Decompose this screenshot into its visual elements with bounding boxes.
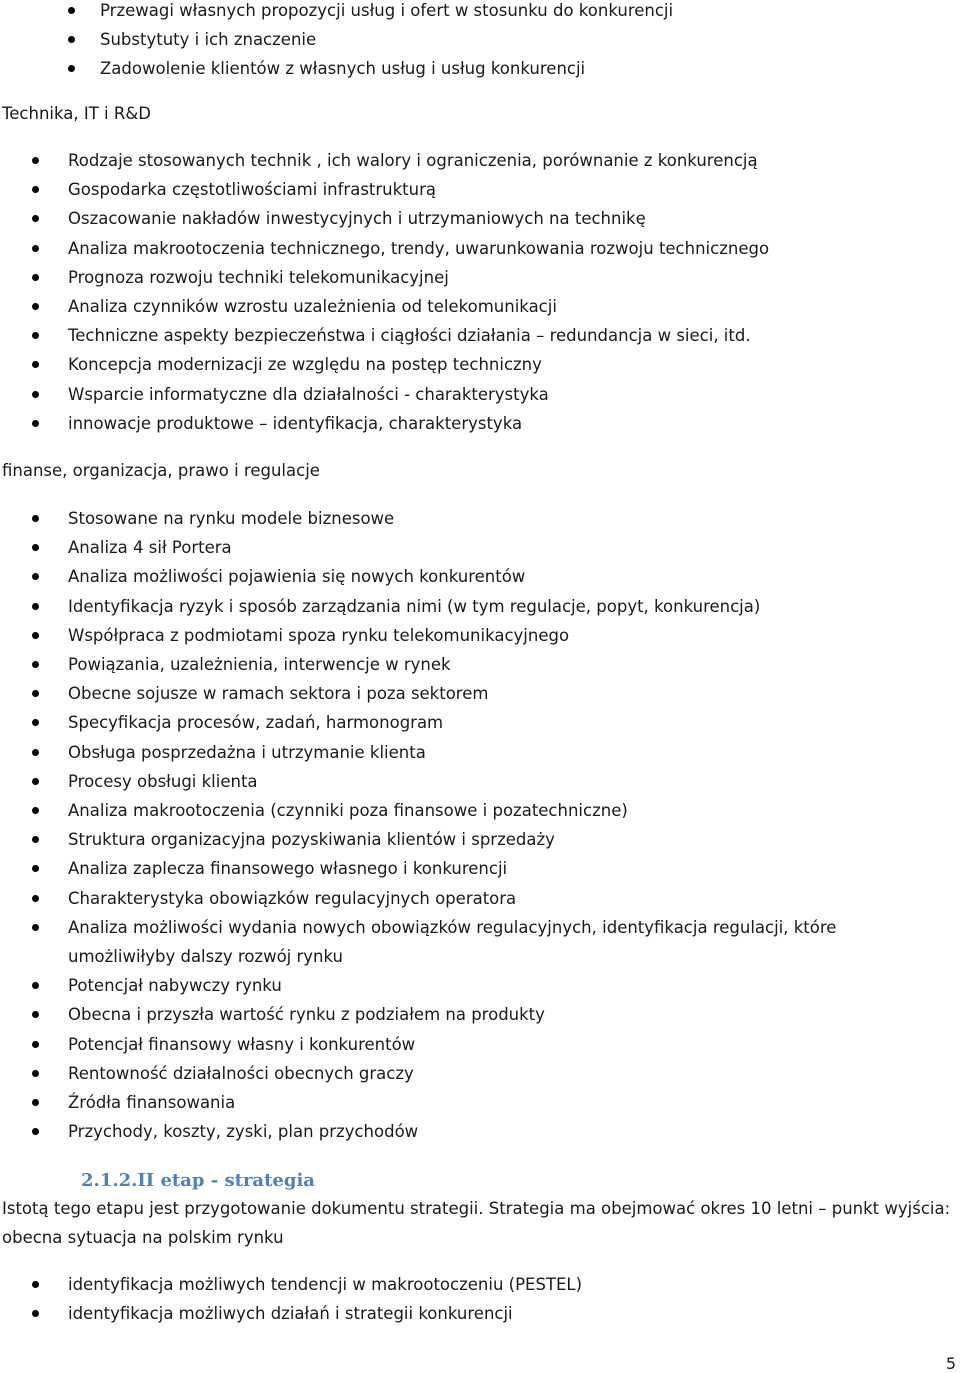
bullet-icon [32, 661, 39, 668]
bullet-icon [32, 778, 39, 785]
bullet-icon [32, 749, 39, 756]
bullet-icon [32, 1099, 39, 1106]
list-item-text: Zadowolenie klientów z własnych usług i usług konkurencji [100, 59, 586, 79]
bullet-icon [32, 807, 39, 814]
list-item [0, 0, 673, 25]
list-item [0, 854, 948, 883]
list-item [0, 350, 769, 379]
list-item [0, 204, 769, 233]
list-item [0, 54, 673, 83]
bullet-icon [32, 1041, 39, 1048]
bullet-icon [32, 573, 39, 580]
list-item [0, 321, 769, 350]
tech-bullet-list [0, 146, 769, 438]
page-number: 5 [945, 1354, 956, 1373]
list-item-text: Koncepcja modernizacji ze względu na postęp techniczny [68, 355, 542, 375]
list-item-text: Współpraca z podmiotami spoza rynku telekomunikacyjnego [68, 625, 570, 645]
list-item-text: Specyfikacja procesów, zadań, harmonogram [68, 713, 444, 733]
list-item-text: Analiza zaplecza finansowego własnego i konkurencji [68, 859, 508, 879]
list-item-text: Oszacowanie nakładów inwestycyjnych i utrzymaniowych na technikę [68, 209, 646, 229]
list-item [0, 971, 948, 1000]
bullet-icon [32, 245, 39, 252]
list-item [0, 1299, 582, 1328]
list-item [0, 1270, 582, 1299]
bullet-icon [32, 361, 39, 368]
list-item [0, 146, 769, 175]
list-item [0, 533, 948, 562]
list-item [0, 1059, 948, 1088]
list-item [0, 175, 769, 204]
bullet-icon [32, 1011, 39, 1018]
list-item-text: Przychody, koszty, zyski, plan przychodów [68, 1122, 419, 1142]
bullet-icon [68, 36, 75, 43]
bullet-icon [68, 65, 75, 72]
bullet-icon [32, 632, 39, 639]
list-item [0, 263, 769, 292]
bullet-icon [32, 1310, 39, 1317]
list-item-text: Charakterystyka obowiązków regulacyjnych operatora [68, 888, 517, 908]
list-item-text: Gospodarka częstotliwościami infrastrukturą [68, 180, 437, 200]
list-item-text: Wsparcie informatyczne dla działalności - charakterystyka [68, 384, 549, 404]
list-item [0, 592, 948, 621]
list-item-text: Analiza możliwości pojawienia się nowych konkurentów [68, 567, 526, 587]
bullet-icon [32, 186, 39, 193]
section-heading-tech: Technika, IT i R&D [2, 104, 151, 123]
bullet-icon [32, 1128, 39, 1135]
list-item-text: Analiza makrootoczenia (czynniki poza finansowe i pozatechniczne) [68, 801, 628, 821]
top-bullet-list [0, 0, 673, 84]
section-heading-finance: finanse, organizacja, prawo i regulacje [2, 461, 320, 480]
bullet-icon [32, 719, 39, 726]
list-item [0, 504, 948, 533]
list-item-text: Analiza czynników wzrostu uzależnienia od telekomunikacji [68, 297, 557, 317]
bullet-icon [32, 157, 39, 164]
list-item [0, 738, 948, 767]
list-item-text: Analiza 4 sił Portera [68, 538, 232, 558]
finance-bullet-list [0, 504, 948, 1146]
list-item-text: Stosowane na rynku modele biznesowe [68, 509, 395, 528]
list-item-text: Analiza makrootoczenia technicznego, trendy, uwarunkowania rozwoju technicznego [68, 238, 770, 258]
bullet-icon [32, 391, 39, 398]
list-item-text: identyfikacja możliwych tendencji w makrootoczeniu (PESTEL) [68, 1275, 583, 1294]
section-title: 2.1.2.II etap - strategia [81, 1170, 315, 1191]
list-item-text: Obsługa posprzedażna i utrzymanie klienta [68, 742, 426, 762]
bullet-icon [32, 865, 39, 872]
bullet-icon [32, 515, 39, 522]
bullet-icon [32, 1070, 39, 1077]
bullet-icon [32, 603, 39, 610]
list-item-text: innowacje produktowe – identyfikacja, charakterystyka [68, 413, 523, 433]
bullet-icon [32, 303, 39, 310]
list-item-text: Struktura organizacyjna pozyskiwania klientów i sprzedaży [68, 830, 555, 850]
list-item [0, 562, 948, 591]
bullet-icon [32, 895, 39, 902]
list-item-text: Identyfikacja ryzyk i sposób zarządzania nimi (w tym regulacje, popyt, konkurencja) [68, 596, 761, 616]
list-item-text: Substytuty i ich znaczenie [100, 30, 317, 50]
list-item-text: Potencjał nabywczy rynku [68, 976, 282, 996]
bullet-icon [32, 982, 39, 989]
list-item-text: Źródła finansowania [68, 1093, 236, 1113]
list-item-text: Obecna i przyszła wartość rynku z podziałem na produkty [68, 1005, 545, 1025]
list-item-text: Analiza możliwości wydania nowych obowiązków regulacyjnych, identyfikacja regulacji, które umożliwiłyby dalszy rozwój rynku [68, 917, 837, 967]
list-item [0, 650, 948, 679]
list-item [0, 884, 948, 913]
list-item [0, 621, 948, 650]
list-item [0, 679, 948, 708]
list-item-text: Obecne sojusze w ramach sektora i poza sektorem [68, 684, 489, 704]
list-item [0, 1000, 948, 1029]
list-item [0, 380, 769, 409]
bullet-icon [32, 215, 39, 222]
list-item-text: Przewagi własnych propozycji usług i ofert w stosunku do konkurencji [100, 1, 674, 20]
bullet-icon [32, 690, 39, 697]
list-item [0, 409, 769, 438]
list-item [0, 825, 948, 854]
bullet-icon [32, 332, 39, 339]
bullet-icon [32, 1281, 39, 1288]
bullet-icon [68, 7, 75, 14]
list-item [0, 1030, 948, 1059]
bullet-icon [32, 836, 39, 843]
bullet-icon [32, 274, 39, 281]
list-item-text: identyfikacja możliwych działań i strategii konkurencji [68, 1304, 513, 1324]
list-item-text: Techniczne aspekty bezpieczeństwa i ciągłości działania – redundancja w sieci, itd. [68, 326, 751, 346]
list-item [0, 767, 948, 796]
bullet-icon [32, 544, 39, 551]
list-item-text: Potencjał finansowy własny i konkurentów [68, 1034, 416, 1054]
bullet-icon [32, 420, 39, 427]
strategy-bullet-list [0, 1270, 582, 1328]
list-item-text: Rodzaje stosowanych technik , ich walory i ograniczenia, porównanie z konkurencją [68, 151, 758, 170]
list-item-text: Procesy obsługi klienta [68, 771, 258, 791]
list-item-text: Rentowność działalności obecnych graczy [68, 1063, 414, 1083]
list-item [0, 796, 948, 825]
list-item-text: Prognoza rozwoju techniki telekomunikacyjnej [68, 267, 449, 287]
list-item [0, 1117, 948, 1146]
list-item [0, 25, 673, 54]
list-item [0, 1088, 948, 1117]
section-paragraph: Istotą tego etapu jest przygotowanie dokumentu strategii. Strategia ma obejmować okres 10 letni – punkt wyjścia: obecna sytuacja na polskim rynku [2, 1199, 951, 1247]
list-item-text: Powiązania, uzależnienia, interwencje w rynek [68, 655, 451, 675]
list-item [0, 234, 769, 263]
bullet-icon [32, 924, 39, 931]
list-item [0, 913, 948, 971]
list-item [0, 292, 769, 321]
list-item [0, 708, 948, 737]
